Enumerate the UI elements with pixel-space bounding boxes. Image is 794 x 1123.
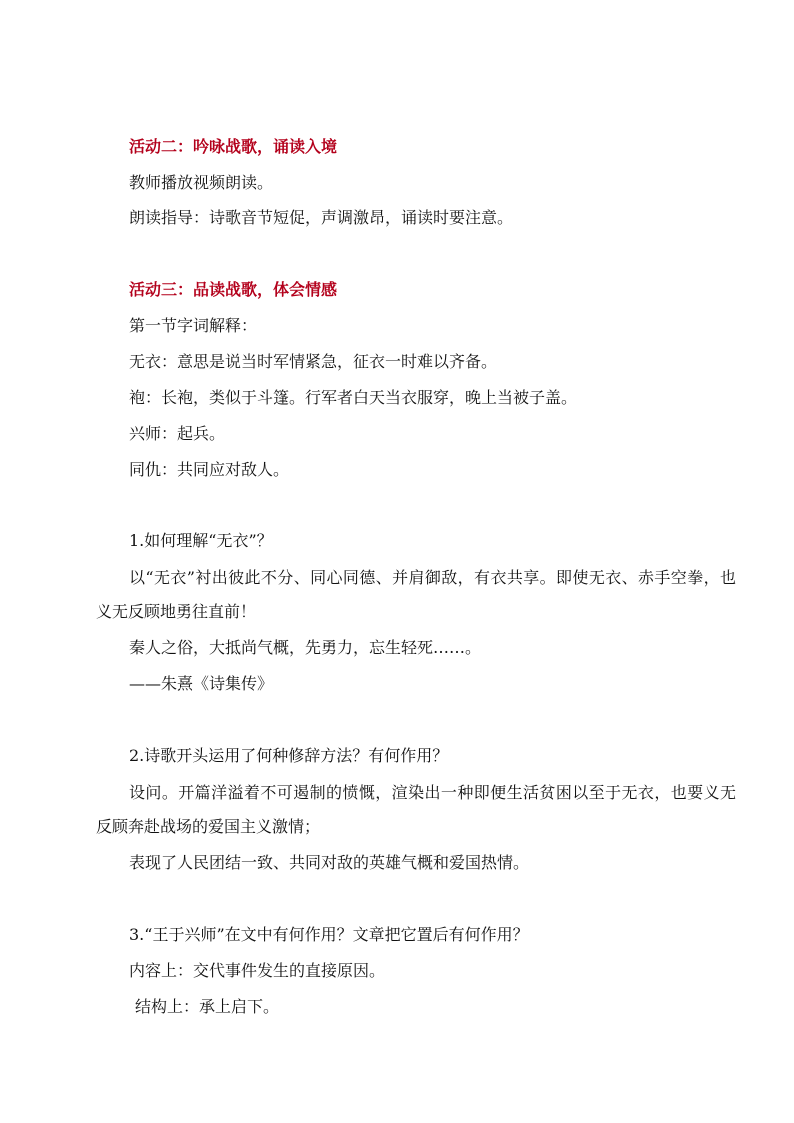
q3-content: 内容上：交代事件发生的直接原因。 xyxy=(129,961,386,980)
activity3-line-4: 兴师：起兵。 xyxy=(129,424,226,443)
q3-question: 3.“王于兴师”在文中有何作用？文章把它置后有何作用？ xyxy=(129,925,529,944)
activity3-line-3: 袍：长袍，类似于斗篷。行军者白天当衣服穿，晚上当被子盖。 xyxy=(129,388,578,407)
q1-question: 1.如何理解“无衣”？ xyxy=(129,531,273,550)
q1-answer: 以“无衣”衬出彼此不分、同心同德、并肩御敌，有衣共享。即使无衣、赤手空拳，也义无反顾地勇往直前！ xyxy=(96,568,736,621)
activity3-line-2: 无衣：意思是说当时军情紧急，征衣一时难以齐备。 xyxy=(129,352,498,371)
q1-quote: 秦人之俗，大抵尚气概，先勇力，忘生轻死……。 xyxy=(129,638,482,657)
activity2-line-1: 教师播放视频朗读。 xyxy=(129,173,274,192)
activity2-line-2: 朗读指导：诗歌音节短促，声调激昂，诵读时要注意。 xyxy=(129,208,514,227)
q2-answer-2: 表现了人民团结一致、共同对敌的英雄气概和爱国热情。 xyxy=(129,853,530,872)
q2-answer: 设问。开篇洋溢着不可遏制的愤慨，渲染出一种即便生活贫困以至于无衣，也要义无反顾奔赴战场的爱国主义激情； xyxy=(96,783,736,836)
activity3-line-5: 同仇：共同应对敌人。 xyxy=(129,460,290,479)
activity3-line-1: 第一节字词解释： xyxy=(129,316,258,335)
activity3-heading: 活动三：品读战歌，体会情感 xyxy=(129,280,338,299)
q2-question: 2.诗歌开头运用了何种修辞方法？有何作用？ xyxy=(129,746,449,765)
activity2-heading: 活动二：吟咏战歌，诵读入境 xyxy=(129,137,338,156)
q3-structure: 结构上：承上启下。 xyxy=(135,997,280,1016)
q1-source: ——朱熹《诗集传》 xyxy=(129,674,274,693)
